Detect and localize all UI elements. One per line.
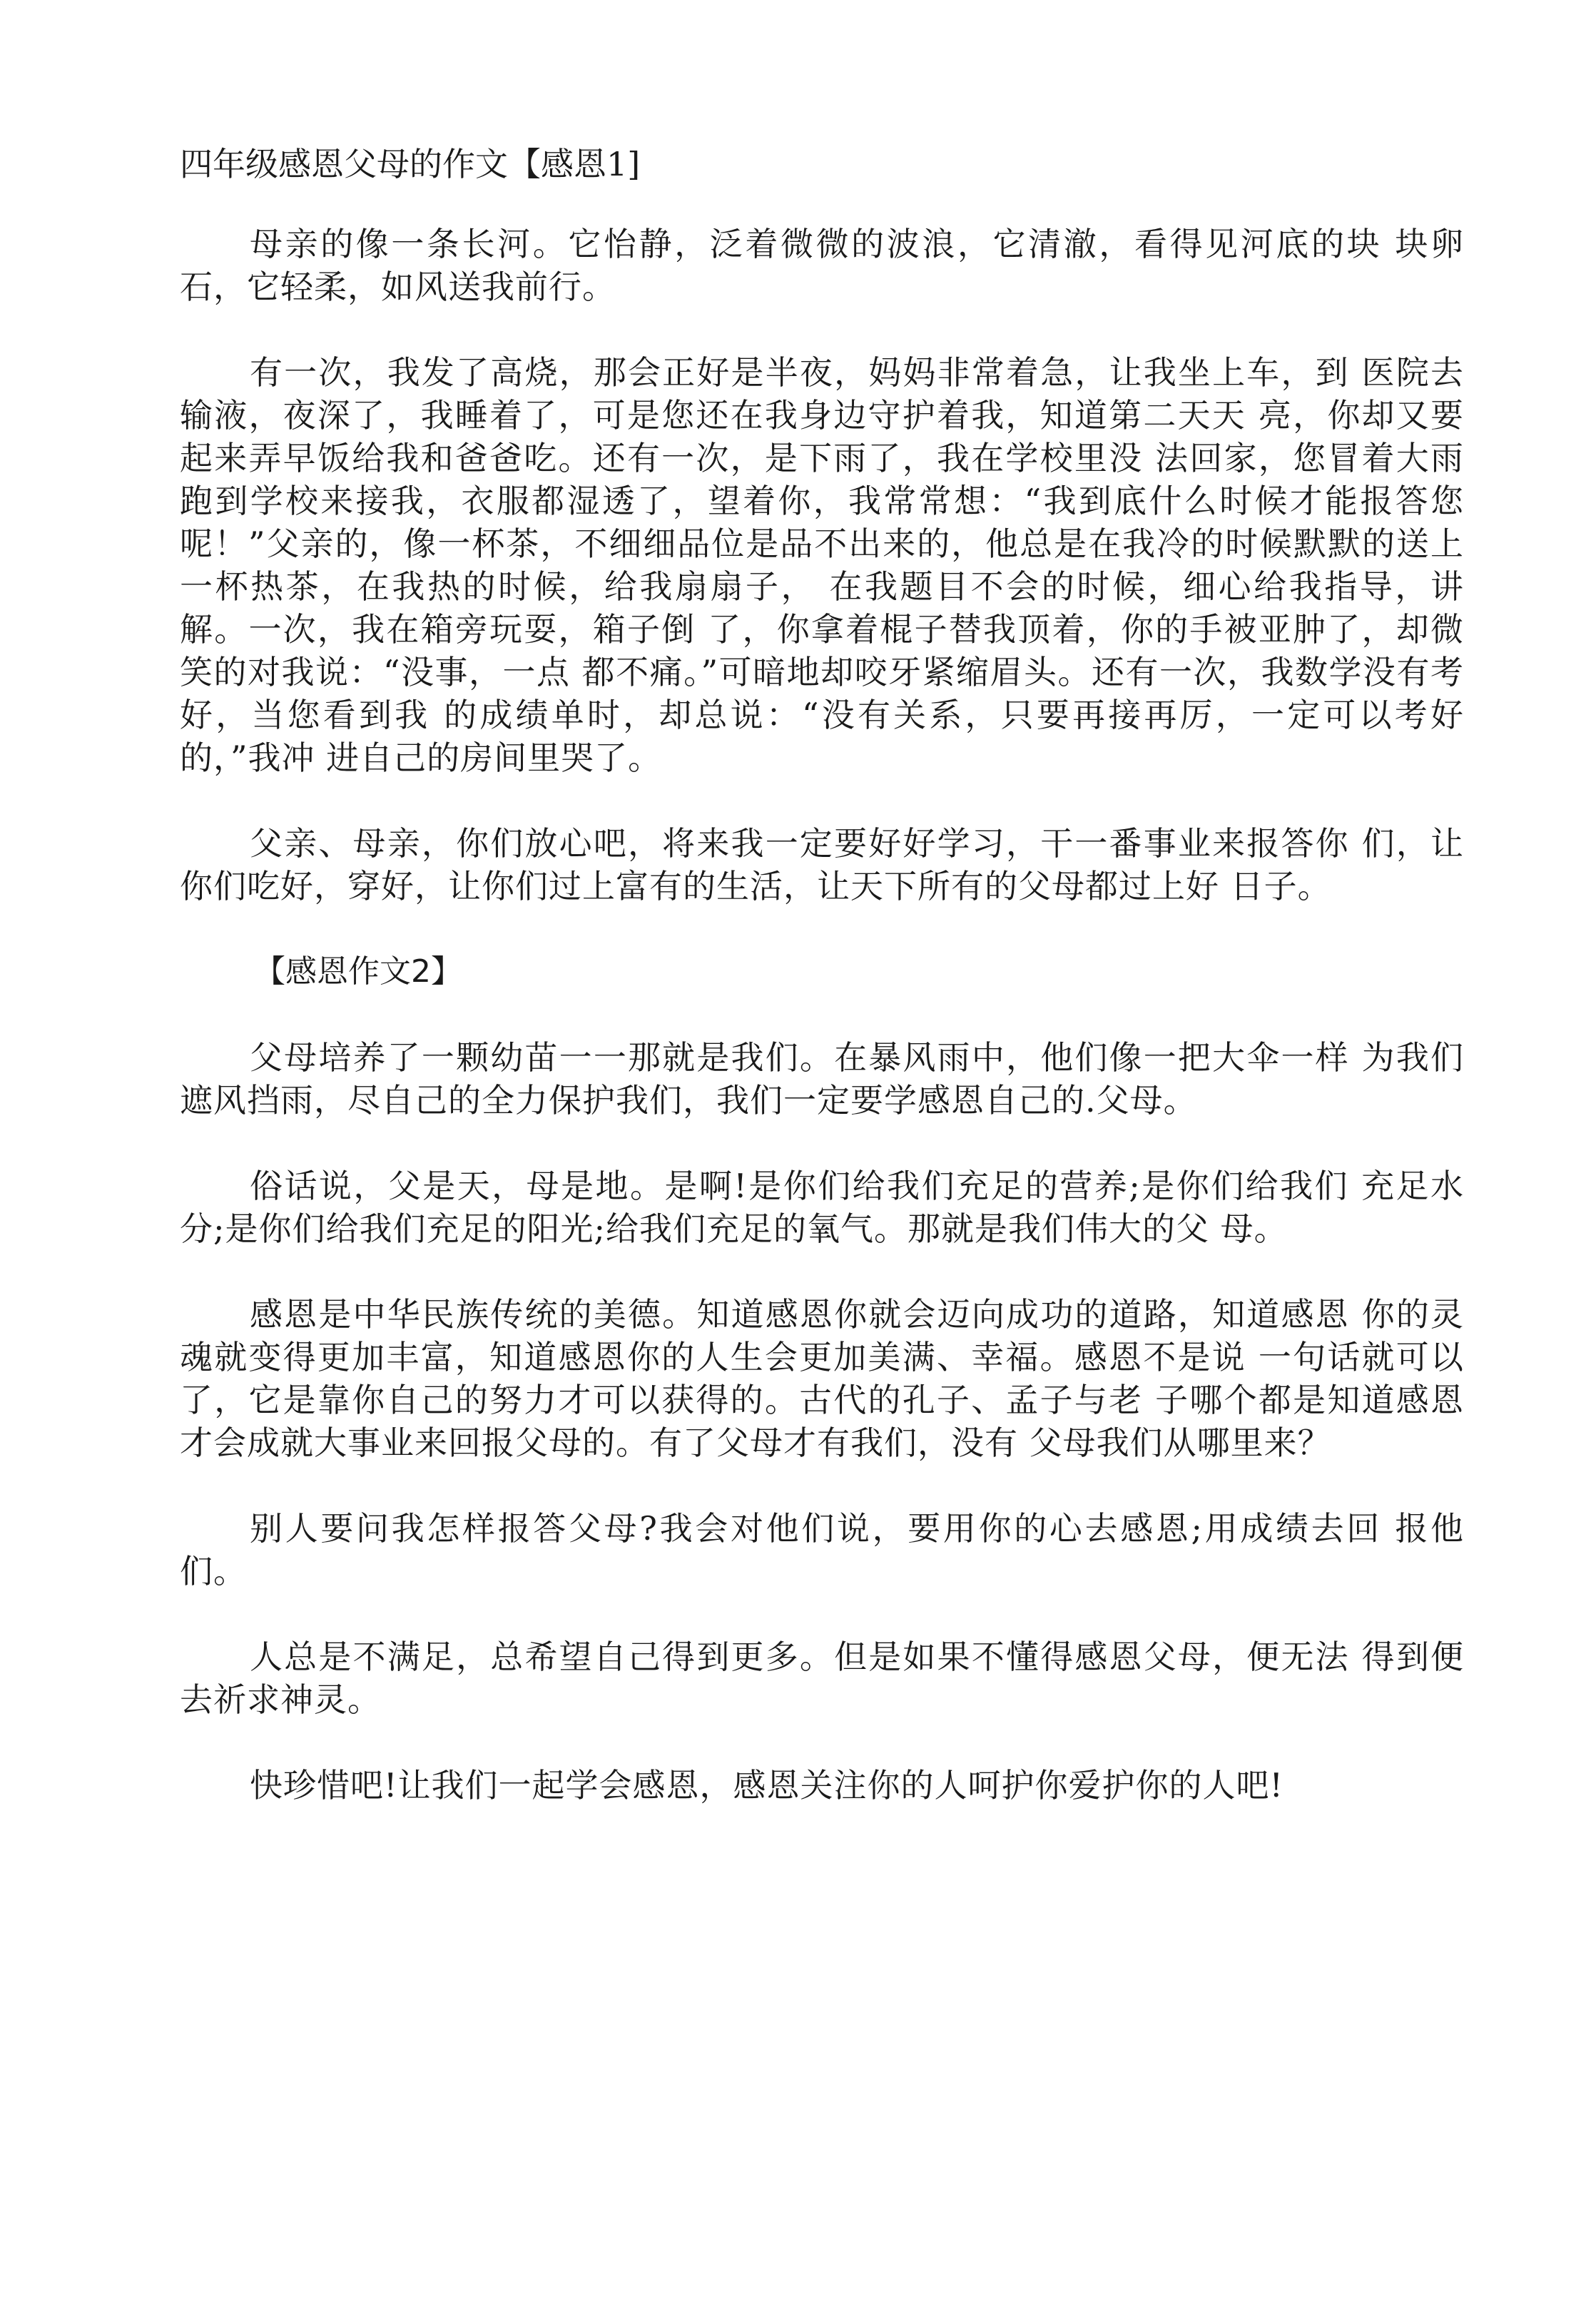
paragraph: 快珍惜吧!让我们一起学会感恩，感恩关注你的人呵护你爱护你的人吧! xyxy=(250,1766,1283,1805)
paragraph: 俗话说，父是天，母是地。是啊!是你们给我们充足的营养;是你们给我们 充足水分;是你们给我们充足的阳光;给我们充足的氧气。那就是我们伟大的父 母。 xyxy=(180,1167,1464,1248)
paragraph: 父母培养了一颗幼苗一一那就是我们。在暴风雨中，他们像一把大伞一样 为我们遮风挡雨，尽自己的全力保护我们，我们一定要学感恩自己的.父母。 xyxy=(180,1038,1464,1120)
paragraph: 父亲、母亲，你们放心吧，将来我一定要好好学习，干一番事业来报答你 们，让你们吃好，穿好，让你们过上富有的生活，让天下所有的父母都过上好 日子。 xyxy=(180,824,1464,905)
section-heading: 【感恩作文2】 xyxy=(254,953,462,990)
paragraph: 感恩是中华民族传统的美德。知道感恩你就会迈向成功的道路，知道感恩 你的灵魂就变得更加丰富，知道感恩你的人生会更加美满、幸福。感恩不是说 一句话就可以了，它是靠你自己的努力才可以获得的。古代的孔子、孟子与老 子哪个都是知道感恩才会成就大事业来回报父母的。有了父母才有我们，没有 父母我们从哪里来？ xyxy=(180,1295,1464,1462)
document-title: 四年级感恩父母的作文【感恩1] xyxy=(180,145,641,183)
paragraph: 别人要问我怎样报答父母?我会对他们说，要用你的心去感恩;用成绩去回 报他们。 xyxy=(180,1509,1464,1590)
paragraph: 人总是不满足，总希望自己得到更多。但是如果不懂得感恩父母，便无法 得到便去祈求神灵。 xyxy=(180,1638,1464,1719)
document-page xyxy=(180,143,1464,1849)
paragraph: 母亲的像一条长河。它怡静，泛着微微的波浪，它清澈，看得见河底的块 块卵石，它轻柔，如风送我前行。 xyxy=(180,225,1464,306)
paragraph: 有一次，我发了高烧，那会正好是半夜，妈妈非常着急，让我坐上车，到 医院去输液，夜深了，我睡着了，可是您还在我身边守护着我，知道第二天天 亮，你却又要起来弄早饭给我和爸爸吃。还有一次，是下雨了，我在学校里没 法回家，您冒着大雨跑到学校来接我，衣服都湿透了，望着你，我常常想：“我到底什么时候才能报答您呢！”父亲的，像一杯茶，不细细品位是品不出来的，他总是在我冷的时候默默的送上一杯热茶，在我热的时候，给我扇扇子， 在我题目不会的时候，细心给我指导，讲解。一次，我在箱旁玩耍，箱子倒 了，你拿着棍子替我顶着，你的手被亚肿了，却微笑的对我说：“没事，一点 都不痛。”可暗地却咬牙紧缩眉头。还有一次，我数学没有考好，当您看到我 的成绩单时，却总说：“没有关系，只要再接再厉，一定可以考好的，”我冲 进自己的房间里哭了。 xyxy=(180,353,1464,777)
